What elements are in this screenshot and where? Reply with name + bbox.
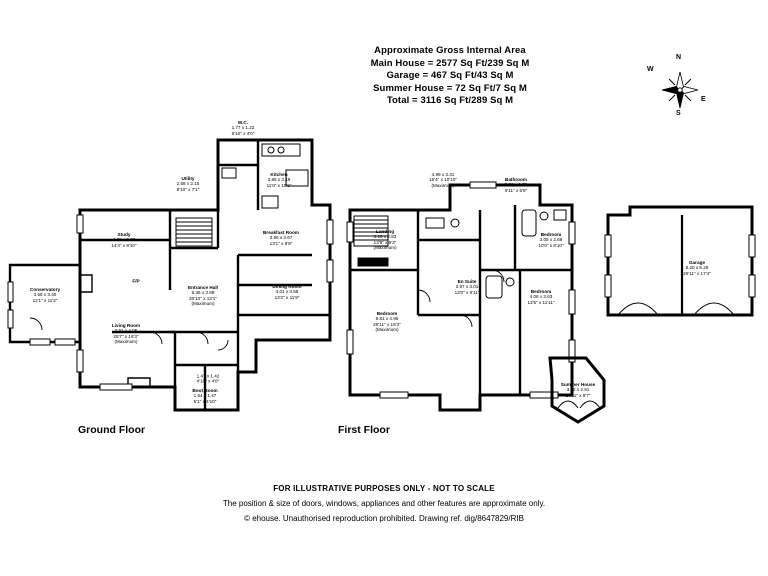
header-line-1: Approximate Gross Internal Area (374, 45, 526, 56)
room-wc: W.C. 1.77 x 1.22 5'10" x 4'0" (231, 119, 255, 136)
compass-west-label: W (647, 66, 654, 73)
room-conservatory: Conservatory 3.68 x 3.40 12'1" x 11'2" (29, 286, 61, 303)
compass-south-label: S (676, 110, 681, 117)
room-garage: Garage 8.20 x 5.29 26'11" x 17'4" (683, 259, 711, 276)
room-summer-house: Summer House 3.32 x 2.91 10'11" x 9'7" (560, 381, 596, 398)
fireplace-label: F/P (132, 278, 140, 284)
first-floor-title: First Floor (338, 424, 390, 436)
footer-copyright: © ehouse. Unauthorised reproduction prohibited. Drawing ref. dig/8647829/RIB (244, 514, 524, 523)
room-kitchen: Kitchen 3.85 x 3.19 11'0" x 10'6" (266, 171, 292, 188)
room-entrance-hall: Entrance Hall 6.36 x 3.99 20'10" x 13'1" (Maximum) (188, 285, 218, 307)
room-bathroom: Bathroom 3.01 x 1.72 9'11" x 5'8" (504, 176, 528, 193)
header-line-4: Summer House = 72 Sq Ft/7 Sq M (373, 82, 527, 94)
ground-floor-plan (0, 110, 340, 420)
header-line-5: Total = 3116 Sq Ft/289 Sq M (386, 95, 514, 107)
room-en-suite: En Suite 3.97 x 3.01 13'0" x 9'11" (454, 278, 480, 295)
room-bedroom-rear: Bedroom 4.08 x 3.63 13'5" x 11'11" (527, 288, 555, 305)
room-dining: Dining Room 4.01 x 3.58 13'2" x 11'9" (272, 283, 302, 300)
room-living: Living Room 7.81 x 4.95 25'7" x 16'3" (Maximum) (111, 323, 141, 345)
room-boot: Boot Room 1.54 x 1.47 5'1" x 4'10" (192, 387, 218, 404)
room-small-store: 1.47 x 1.42 4'10" x 4'8" (196, 373, 220, 384)
room-utility: Utility 2.68 x 2.15 8'10" x 7'1" (176, 175, 200, 192)
ground-floor-title: Ground Floor (78, 424, 146, 436)
room-first-top-dim: 4.99 x 3.31 16'4" x 10'10" (Maximum) (429, 171, 457, 188)
footer-disclaimer: FOR ILLUSTRATIVE PURPOSES ONLY - NOT TO SCALE (273, 484, 495, 493)
gross-internal-area-header (320, 45, 580, 108)
footer-note: The position & size of doors, windows, appliances and other features are approximate only. (222, 499, 546, 508)
room-landing: Landing 4.16 x 2.83 13'8" x 9'3" (Maximum) (373, 229, 397, 251)
garage-plan (600, 195, 760, 340)
header-line-3: Garage = 467 Sq Ft/43 Sq M (386, 70, 514, 82)
room-bedroom-main: Bedroom 8.81 x 4.95 28'11" x 16'3" (Maximum) (373, 311, 401, 333)
room-study: Study 4.38 x 3.00 14'4" x 9'10" (111, 231, 137, 248)
compass-north-label: N (676, 54, 682, 61)
compass-east-label: E (701, 96, 706, 103)
room-bedroom-small: Bedroom 3.05 x 2.69 10'0" x 8'10" (538, 231, 564, 248)
room-breakfast: Breakfast Room 3.96 x 2.67 13'1" x 8'9" (263, 229, 299, 246)
header-line-2: Main House = 2577 Sq Ft/239 Sq M (370, 57, 530, 69)
compass-rose (645, 54, 715, 122)
